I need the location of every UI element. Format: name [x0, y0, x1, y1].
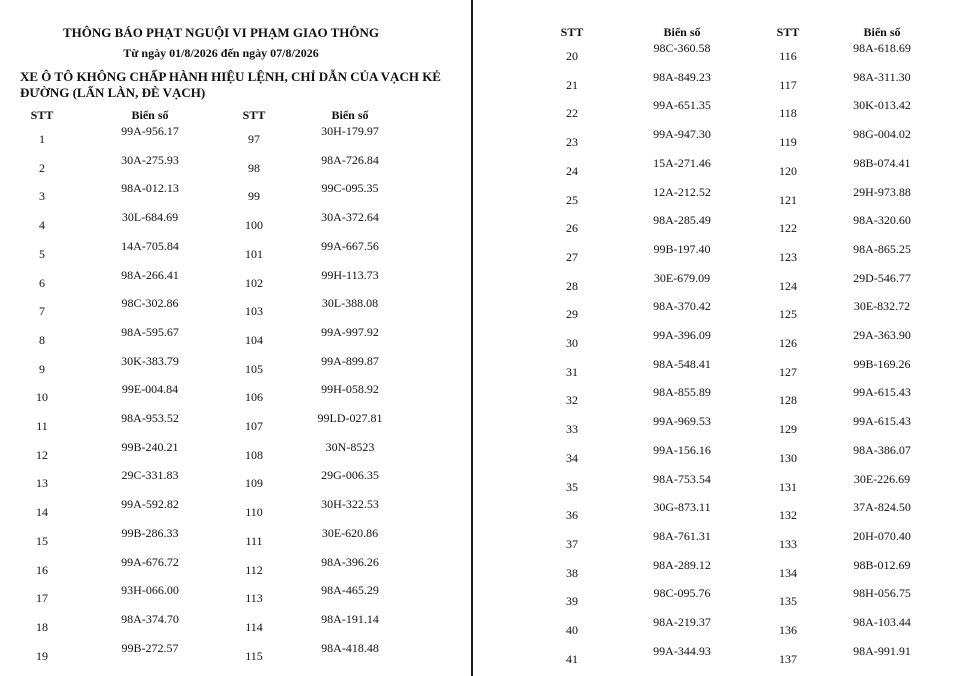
stt-cell: 2	[39, 161, 45, 175]
stt-cell: 34	[566, 451, 578, 465]
plate-number-cell: 99A-969.53	[653, 414, 711, 428]
plate-number-cell: 99A-615.43	[853, 385, 911, 399]
violation-category: XE Ô TÔ KHÔNG CHẤP HÀNH HIỆU LỆNH, CHỈ DẪN CỦA VẠCH KẺ ĐƯỜNG (LẤN LÀN, ĐÈ VẠCH)	[20, 69, 441, 100]
plate-number-cell: 98C-302.86	[121, 296, 179, 310]
plate-number-cell: 30K-383.79	[121, 354, 179, 368]
stt-cell: 40	[566, 623, 578, 637]
plate-number-cell: 98C-360.58	[653, 41, 711, 55]
plate-number-cell: 99A-676.72	[121, 555, 179, 569]
plate-number-cell: 30E-832.72	[853, 299, 911, 313]
stt-cell: 136	[779, 623, 797, 637]
plate-number-cell: 99A-615.43	[853, 414, 911, 428]
stt-cell: 15	[36, 534, 48, 548]
plate-number-cell: 98A-289.12	[653, 558, 711, 572]
plate-number-cell: 30L-388.08	[321, 296, 379, 310]
plate-number-cell: 98A-012.13	[121, 181, 179, 195]
stt-cell: 135	[779, 594, 797, 608]
plate-number-cell: 99B-286.33	[121, 526, 179, 540]
plate-number-cell: 30E-679.09	[653, 271, 711, 285]
plate-number-cell: 98A-266.41	[121, 268, 179, 282]
stt-cell: 125	[779, 307, 797, 321]
stt-cell: 133	[779, 537, 797, 551]
plate-number-cell: 12A-212.52	[653, 185, 711, 199]
plate-number-cell: 30K-013.42	[853, 98, 911, 112]
stt-cell: 127	[779, 365, 797, 379]
plate-number-cell: 98A-370.42	[653, 299, 711, 313]
stt-cell: 7	[39, 304, 45, 318]
date-range: Từ ngày 01/8/2026 đến ngày 07/8/2026	[123, 46, 319, 60]
stt-cell: 131	[779, 480, 797, 494]
plate-number-cell: 30A-275.93	[121, 153, 179, 167]
plate-number-cell: 98A-753.54	[653, 472, 711, 486]
plate-number-cell: 99A-344.93	[653, 644, 711, 658]
plate-number-cell: 98B-012.69	[853, 558, 911, 572]
stt-cell: 36	[566, 508, 578, 522]
plate-number-cell: 98A-991.91	[853, 644, 911, 658]
stt-cell: 137	[779, 652, 797, 666]
stt-cell: 3	[39, 189, 45, 203]
plate-number-cell: 98B-074.41	[853, 156, 911, 170]
stt-cell: 134	[779, 566, 797, 580]
plate-number-cell: 98A-191.14	[321, 612, 379, 626]
plate-header: Biển số	[863, 25, 901, 39]
stt-cell: 119	[779, 135, 797, 149]
stt-cell: 26	[566, 221, 578, 235]
stt-cell: 115	[245, 649, 263, 663]
stt-cell: 111	[245, 534, 263, 548]
stt-cell: 123	[779, 250, 797, 264]
plate-number-cell: 98G-004.02	[853, 127, 911, 141]
plate-number-cell: 98C-095.76	[653, 586, 711, 600]
plate-number-cell: 98H-056.75	[853, 586, 911, 600]
stt-cell: 33	[566, 422, 578, 436]
plate-number-cell: 99B-197.40	[653, 242, 711, 256]
plate-number-cell: 98A-374.70	[121, 612, 179, 626]
plate-number-cell: 98A-849.23	[653, 70, 711, 84]
stt-cell: 103	[245, 304, 263, 318]
stt-cell: 29	[566, 307, 578, 321]
plate-number-cell: 29G-006.35	[321, 468, 379, 482]
stt-cell: 8	[39, 333, 45, 347]
plate-number-cell: 99A-396.09	[653, 328, 711, 342]
stt-cell: 19	[36, 649, 48, 663]
plate-number-cell: 29H-973.88	[853, 185, 911, 199]
stt-cell: 23	[566, 135, 578, 149]
plate-number-cell: 30H-179.97	[321, 124, 379, 138]
stt-cell: 104	[245, 333, 263, 347]
plate-number-cell: 99A-956.17	[121, 124, 179, 138]
plate-number-cell: 30L-684.69	[121, 210, 179, 224]
plate-number-cell: 99LD-027.81	[317, 411, 383, 425]
stt-cell: 129	[779, 422, 797, 436]
plate-number-cell: 99B-272.57	[121, 641, 179, 655]
stt-cell: 27	[566, 250, 578, 264]
stt-cell: 30	[566, 336, 578, 350]
stt-cell: 5	[39, 247, 45, 261]
stt-cell: 101	[245, 247, 263, 261]
stt-header: STT	[30, 108, 54, 122]
plate-number-cell: 99A-156.16	[653, 443, 711, 457]
stt-cell: 24	[566, 164, 578, 178]
plate-number-cell: 99E-004.84	[121, 382, 179, 396]
stt-cell: 10	[36, 390, 48, 404]
plate-number-cell: 29A-363.90	[853, 328, 911, 342]
stt-cell: 18	[36, 620, 48, 634]
plate-number-cell: 98A-855.89	[653, 385, 711, 399]
plate-number-cell: 98A-595.67	[121, 325, 179, 339]
stt-cell: 13	[36, 476, 48, 490]
plate-number-cell: 99H-058.92	[321, 382, 379, 396]
plate-number-cell: 98A-548.41	[653, 357, 711, 371]
plate-number-cell: 30H-322.53	[321, 497, 379, 511]
plate-number-cell: 98A-418.48	[321, 641, 379, 655]
stt-cell: 114	[245, 620, 263, 634]
stt-cell: 41	[566, 652, 578, 666]
stt-cell: 99	[248, 189, 260, 203]
plate-number-cell: 99A-667.56	[321, 239, 379, 253]
stt-cell: 16	[36, 563, 48, 577]
stt-cell: 105	[245, 362, 263, 376]
plate-number-cell: 30E-620.86	[321, 526, 379, 540]
stt-cell: 25	[566, 193, 578, 207]
stt-cell: 110	[245, 505, 263, 519]
plate-number-cell: 99B-169.26	[853, 357, 911, 371]
stt-cell: 1	[39, 132, 45, 146]
stt-cell: 116	[779, 49, 797, 63]
plate-number-cell: 29D-546.77	[853, 271, 911, 285]
stt-cell: 118	[779, 106, 797, 120]
stt-header: STT	[560, 25, 584, 39]
plate-number-cell: 30E-226.69	[853, 472, 911, 486]
stt-cell: 11	[36, 419, 48, 433]
stt-cell: 21	[566, 78, 578, 92]
plate-number-cell: 15A-271.46	[653, 156, 711, 170]
stt-cell: 4	[39, 218, 45, 232]
stt-cell: 97	[248, 132, 260, 146]
stt-cell: 22	[566, 106, 578, 120]
plate-number-cell: 98A-618.69	[853, 41, 911, 55]
plate-header: Biển số	[331, 108, 369, 122]
stt-cell: 20	[566, 49, 578, 63]
stt-cell: 132	[779, 508, 797, 522]
stt-cell: 107	[245, 419, 263, 433]
stt-cell: 12	[36, 448, 48, 462]
stt-cell: 32	[566, 393, 578, 407]
stt-cell: 39	[566, 594, 578, 608]
plate-number-cell: 98A-726.84	[321, 153, 379, 167]
plate-number-cell: 98A-465.29	[321, 583, 379, 597]
plate-number-cell: 98A-103.44	[853, 615, 911, 629]
plate-number-cell: 99A-997.92	[321, 325, 379, 339]
plate-number-cell: 98A-386.07	[853, 443, 911, 457]
stt-cell: 109	[245, 476, 263, 490]
stt-cell: 128	[779, 393, 797, 407]
plate-number-cell: 99C-095.35	[321, 181, 379, 195]
stt-cell: 112	[245, 563, 263, 577]
page-divider	[471, 0, 473, 676]
plate-number-cell: 98A-311.30	[853, 70, 911, 84]
plate-number-cell: 98A-761.31	[653, 529, 711, 543]
plate-header: Biển số	[131, 108, 169, 122]
plate-number-cell: 20H-070.40	[853, 529, 911, 543]
plate-number-cell: 99H-113.73	[321, 268, 379, 282]
stt-cell: 130	[779, 451, 797, 465]
stt-cell: 117	[779, 78, 797, 92]
stt-cell: 124	[779, 279, 797, 293]
stt-cell: 102	[245, 276, 263, 290]
stt-cell: 113	[245, 591, 263, 605]
stt-header: STT	[242, 108, 266, 122]
stt-cell: 37	[566, 537, 578, 551]
stt-cell: 100	[245, 218, 263, 232]
stt-cell: 6	[39, 276, 45, 290]
stt-cell: 98	[248, 161, 260, 175]
plate-number-cell: 98A-285.49	[653, 213, 711, 227]
plate-number-cell: 98A-320.60	[853, 213, 911, 227]
stt-header: STT	[776, 25, 800, 39]
plate-number-cell: 98A-219.37	[653, 615, 711, 629]
plate-number-cell: 99A-947.30	[653, 127, 711, 141]
plate-number-cell: 29C-331.83	[121, 468, 179, 482]
plate-number-cell: 99A-651.35	[653, 98, 711, 112]
stt-cell: 9	[39, 362, 45, 376]
stt-cell: 31	[566, 365, 578, 379]
plate-number-cell: 98A-953.52	[121, 411, 179, 425]
stt-cell: 106	[245, 390, 263, 404]
plate-number-cell: 99B-240.21	[121, 440, 179, 454]
stt-cell: 38	[566, 566, 578, 580]
plate-number-cell: 14A-705.84	[121, 239, 179, 253]
plate-number-cell: 99A-592.82	[121, 497, 179, 511]
plate-number-cell: 30A-372.64	[321, 210, 379, 224]
plate-number-cell: 30G-873.11	[653, 500, 711, 514]
plate-number-cell: 37A-824.50	[853, 500, 911, 514]
plate-number-cell: 30N-8523	[325, 440, 375, 454]
stt-cell: 17	[36, 591, 48, 605]
plate-number-cell: 99A-899.87	[321, 354, 379, 368]
stt-cell: 108	[245, 448, 263, 462]
stt-cell: 122	[779, 221, 797, 235]
stt-cell: 35	[566, 480, 578, 494]
stt-cell: 126	[779, 336, 797, 350]
stt-cell: 28	[566, 279, 578, 293]
plate-number-cell: 98A-865.25	[853, 242, 911, 256]
document-title: THÔNG BÁO PHẠT NGUỘI VI PHẠM GIAO THÔNG	[62, 25, 379, 40]
plate-header: Biển số	[663, 25, 701, 39]
stt-cell: 14	[36, 505, 48, 519]
plate-number-cell: 98A-396.26	[321, 555, 379, 569]
stt-cell: 121	[779, 193, 797, 207]
plate-number-cell: 93H-066.00	[121, 583, 179, 597]
stt-cell: 120	[779, 164, 797, 178]
